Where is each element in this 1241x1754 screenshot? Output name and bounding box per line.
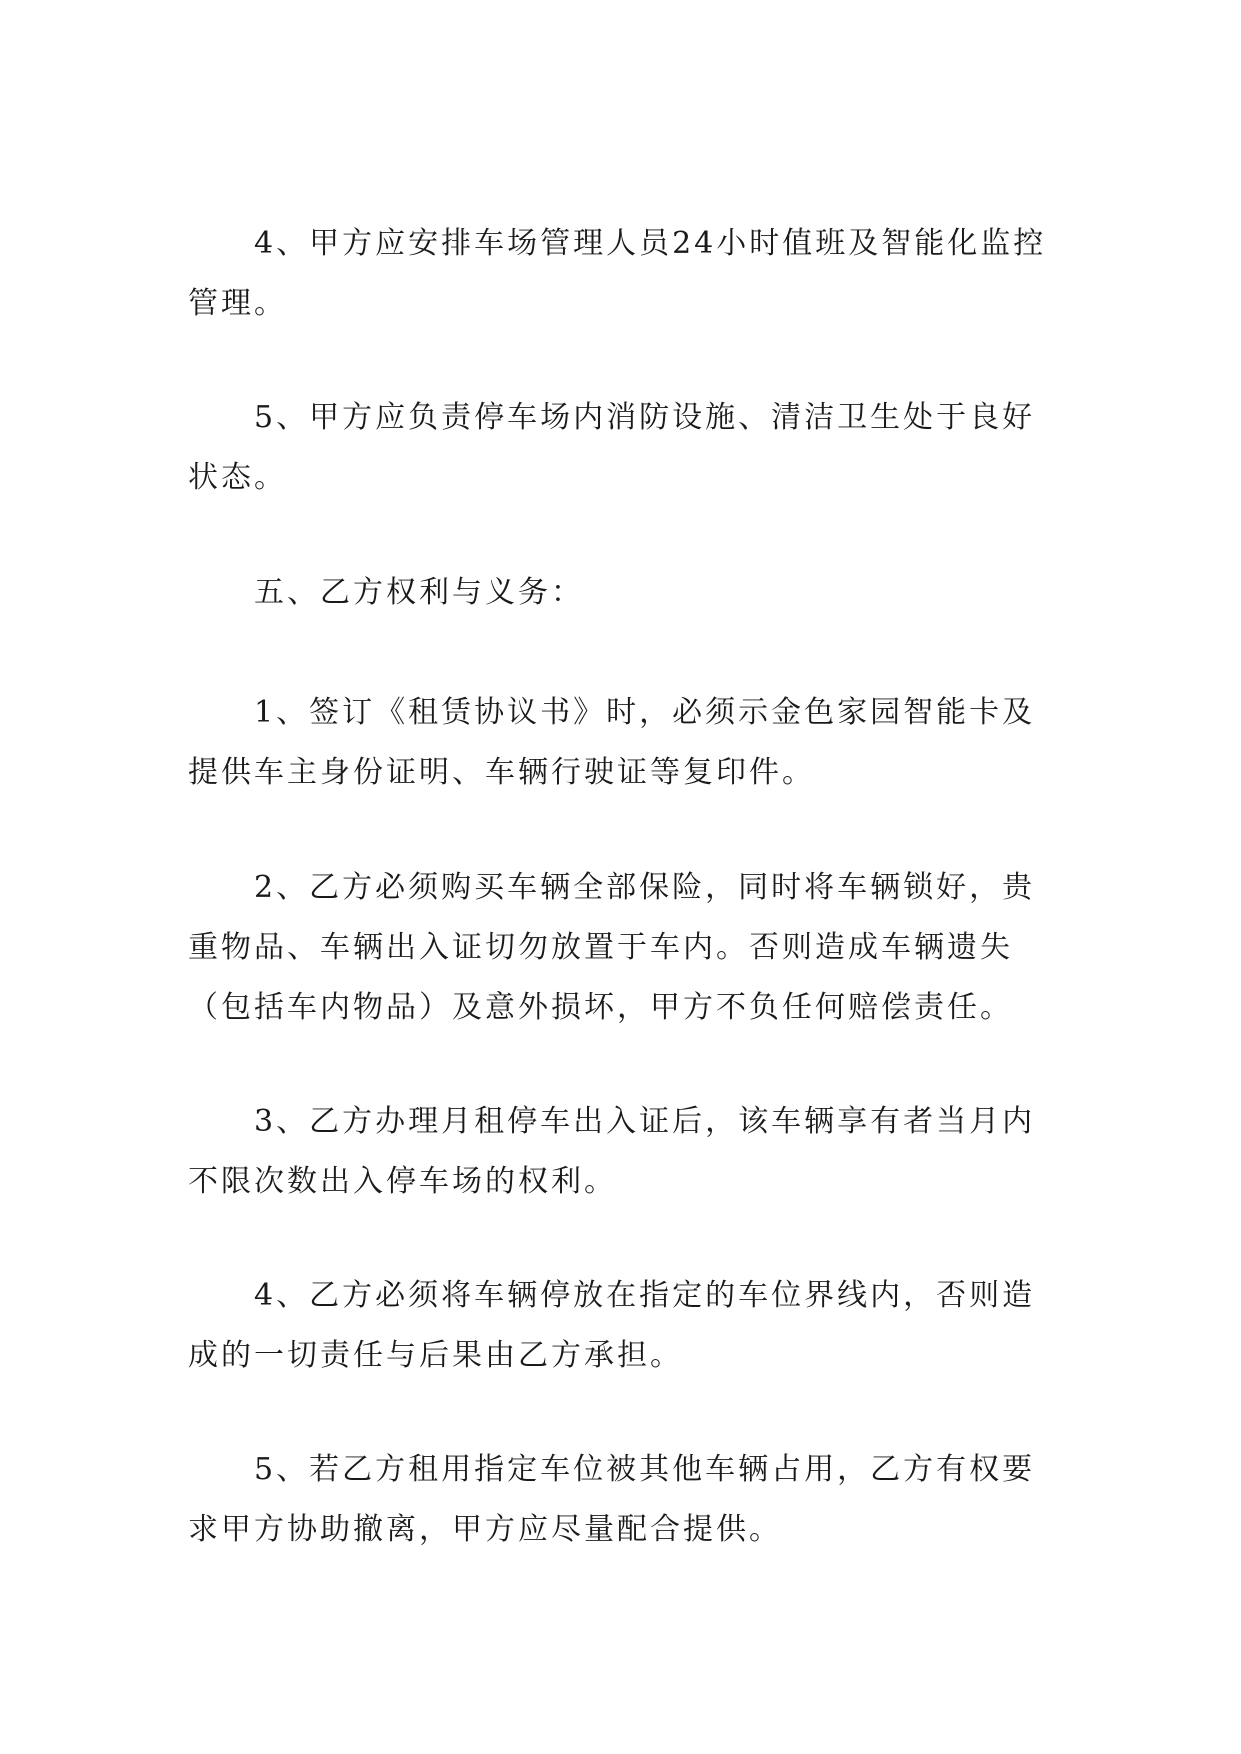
paragraph-party-b-duty-1: 1、签订《租赁协议书》时，必须示金色家园智能卡及提供车主身份证明、车辆行驶证等复印件。 bbox=[188, 695, 1036, 790]
paragraph-party-b-duty-3: 3、乙方办理月租停车出入证后，该车辆享有者当月内不限次数出入停车场的权利。 bbox=[188, 1104, 1036, 1199]
paragraph-party-b-duty-2: 2、乙方必须购买车辆全部保险，同时将车辆锁好，贵重物品、车辆出入证切勿放置于车内。否则造成车辆遗失（包括车内物品）及意外损坏，甲方不负任何赔偿责任。 bbox=[188, 870, 1036, 1025]
paragraph-party-a-duty-4: 4、甲方应安排车场管理人员24小时值班及智能化监控管理。 bbox=[188, 226, 1047, 321]
paragraph-party-a-duty-5: 5、甲方应负责停车场内消防设施、清洁卫生处于良好状态。 bbox=[188, 400, 1036, 495]
section-heading-party-b-rights: 五、乙方权利与义务： bbox=[254, 575, 584, 610]
paragraph-party-b-duty-4: 4、乙方必须将车辆停放在指定的车位界线内，否则造成的一切责任与后果由乙方承担。 bbox=[188, 1278, 1036, 1373]
paragraph-party-b-duty-5: 5、若乙方租用指定车位被其他车辆占用，乙方有权要求甲方协助撤离，甲方应尽量配合提供。 bbox=[188, 1452, 1036, 1547]
